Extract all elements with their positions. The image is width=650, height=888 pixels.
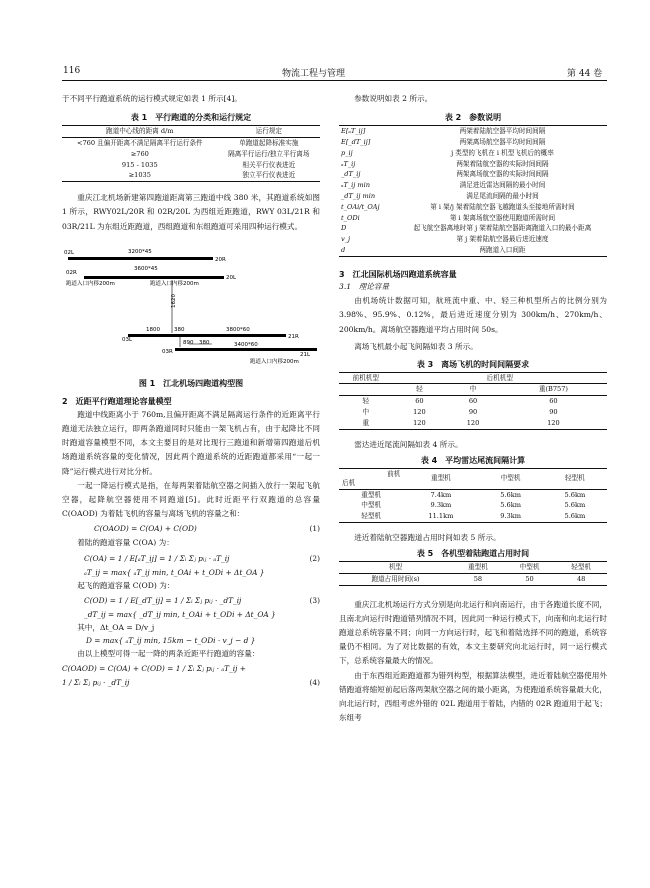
departure-capacity-text: 起飞的跑道容量 C(OD) 为： [77, 580, 175, 590]
table4-intro: 雷达进近尾流间隔如表 4 所示。 [354, 439, 463, 449]
theory-paragraph: 由机场统计数据可知，航班流中重、中、轻三种机型所占的比例分别为 3.98%、95.9%、0.12%，最后进近速度分别为 300km/h、270km/h、200km/h。离场航空器跑道平均占用时间 50s。 [339, 295, 607, 334]
runway-02r-20l [84, 276, 224, 279]
equation-3-text: C(OD) = 1 / E[_dT_ij] = 1 / Σᵢ Σⱼ pᵢⱼ · _dT_ij [84, 595, 242, 605]
label-03l: 03L [122, 336, 133, 343]
equation-3-number: (3) [309, 595, 320, 605]
equation-1-text: C(OAOD) = C(OA) + C(OD) [94, 524, 197, 534]
table4-corner [339, 468, 403, 489]
table1 [62, 125, 320, 182]
label-380a: 380 [174, 326, 185, 333]
runway-03l-21r [128, 334, 286, 337]
figure1-caption: 图 1 江北机场四跑道构型图 [138, 378, 244, 388]
table4-header: 轻型机 [564, 474, 585, 483]
table3-caption: 表 3 离场飞机的时间间隔要求 [416, 359, 530, 369]
label-threshold-3: 跑道入口内移200m [250, 358, 299, 365]
table2-symbol: d [341, 245, 346, 254]
page-number: 116 [63, 66, 81, 76]
table4-corner-top: 前机 [387, 469, 401, 478]
table5-cell: 48 [576, 574, 586, 583]
table4-cell: 5.6km [564, 501, 586, 510]
table1-cell: 单跑道起降标准实施 [239, 139, 299, 147]
section3-heading: 3 江北国际机场四跑道系统容量 [339, 269, 457, 279]
label-02l: 02L [64, 249, 75, 256]
table5-cell: 跑道占用时间(s) [371, 574, 420, 583]
equation-3 [62, 593, 320, 609]
equation-4b [62, 676, 320, 690]
label-1620: 1620 [171, 293, 177, 308]
table2-description: 起飞航空器离地时第 j 架着陆航空器距离跑道入口的最小距离 [413, 224, 592, 233]
equation-2 [62, 551, 320, 567]
table2-caption: 表 2 参数说明 [444, 113, 502, 123]
table2-row [339, 245, 607, 256]
table5-header: 机型 [388, 562, 403, 571]
table4-cell: 11.1km [428, 512, 454, 521]
table4-corner-bottom: 后机 [342, 478, 356, 487]
table2-symbol: _dT_ij [341, 170, 361, 179]
table2-symbol: D [341, 224, 347, 233]
table3-subheader: 中 [469, 385, 477, 394]
table4-header: 重型机 [431, 474, 451, 483]
table2-row [339, 159, 607, 170]
table1-header: 运行规定 [255, 127, 282, 136]
table2-symbol: p_ij [341, 148, 353, 157]
table2-row [339, 213, 607, 224]
table2-description: 两跑道入口间距 [479, 245, 526, 254]
label-threshold-1: 跑道入口内移200m [66, 280, 115, 287]
table1-cell: <760 且偏开距离不满足隔离平行运行条件 [76, 139, 203, 147]
table3-cell: 60 [415, 397, 424, 406]
table3-header: 前机机型 [352, 373, 379, 382]
table1-cell: 915 - 1035 [121, 160, 158, 169]
table3-cell: 90 [468, 407, 478, 416]
table4-cell: 9.3km [430, 501, 452, 510]
equation-3b: _dT_ij = max{ _dT_ij min, t_OAi + t_ODi + Δt_OA } [84, 609, 276, 619]
label-3400x60: 3400*60 [234, 341, 258, 348]
table4-cell: 5.6km [564, 512, 586, 521]
header-rule [62, 80, 607, 81]
table5-caption: 表 5 各机型着陆跑道占用时间 [416, 548, 530, 558]
table2-symbol: ₐT_ij min [341, 181, 371, 190]
table3-cell: 60 [468, 397, 478, 406]
label-20r: 20R [215, 256, 226, 263]
label-3800x60: 3800*60 [226, 326, 250, 333]
table2-row [339, 180, 607, 191]
right-column [339, 92, 607, 725]
table4-caption: 表 4 平均雷达尾流间隔计算 [420, 455, 526, 465]
table3-blank [339, 384, 393, 396]
equation-3c: D = max{ ₐT_ij min, 15km − t_ODi · v_j − d } [86, 636, 256, 646]
table2-symbol: E[ₐT_ij] [341, 127, 366, 136]
runway-description: 重庆江北机场新建第四跑道距离第三跑道中线 380 米，其跑道系统如图 1 所示，RWY02L/20R 和 02R/20L 为西组近距跑道，RWY 03L/21R 和 03R/21L 为东组近距跑道，西组跑道和东组跑道可采用四种运行模式。 [62, 193, 320, 231]
table2-description: 两架离场航空器平均时间间隔 [459, 138, 546, 146]
table2-row [339, 223, 607, 234]
table1-caption: 表 1 平行跑道的分类和运行规定 [130, 113, 252, 123]
label-20l: 20L [226, 274, 237, 281]
table4-cell: 轻型机 [361, 512, 382, 521]
mode-paragraph: 一起一降运行模式是指，在每两架着陆航空器之间插入放行一架起飞航空器，起降航空器使用不同跑道[5]。此时近距平行双跑道的总容量 C(OAOD) 为着陆飞机的容量与离场飞机的容量之和： [62, 480, 320, 519]
table3-cell: 60 [549, 397, 558, 406]
table2-description: 满足进近雷达间隔的最小时间 [459, 181, 546, 190]
table2-description: 两架离场航空器的实际时间间隔 [456, 170, 549, 179]
label-threshold-2: 跑道入口内移200m [150, 280, 199, 287]
label-1800: 1800 [146, 326, 160, 333]
table2-description: 第 i 架/j 架着陆航空器飞越跑道头至接地所需时间 [430, 202, 575, 211]
equation-4-number: (4) [309, 678, 320, 688]
table2-description: 第 j 架着陆航空器最后进近速度 [456, 235, 549, 244]
table4-header: 中型机 [500, 474, 521, 483]
runway-02l-20r [68, 257, 213, 260]
table3-cell: 120 [466, 418, 480, 427]
table2-row [339, 234, 607, 245]
table2-symbol: ₐT_ij [341, 159, 356, 168]
table2-row [339, 169, 607, 180]
table2-row [339, 191, 607, 202]
label-380b: 380 [199, 339, 210, 346]
table2-row [339, 202, 607, 213]
table5-header: 重型机 [468, 562, 488, 571]
label-21r: 21R [288, 333, 299, 340]
label-890: 890 [183, 339, 194, 346]
table4-cell: 重型机 [361, 490, 382, 499]
table1-cell: ≥760 [130, 149, 149, 158]
table5 [339, 561, 607, 586]
table1-cell: 独立平行仪表进近 [242, 171, 296, 180]
table5-cell: 50 [525, 574, 534, 583]
table2-symbol: v_j [341, 235, 351, 244]
table3-cell: 120 [547, 418, 560, 427]
table5-header: 轻型机 [571, 562, 592, 571]
section2-paragraph: 跑道中线距离小于 760m,且偏开距离不满足隔离运行条件的近距离平行跑道无法独立运行，即两条跑道同时只能由一架飞机占有，由于起降比不同时跑道容量模型不同，本文主要目的是对比现行三跑道和新增第四跑道后机场跑道系统容量的变化情况，因此两个跑道系统的近距跑道都采用“一起一降”运行模式进行对比分析。 [62, 409, 320, 476]
intro-paragraph: 于不同平行跑道系统的运行模式规定如表 1 所示[4]。 [62, 94, 242, 103]
table2-description: 满足尾流间隔的最小时间 [466, 191, 539, 200]
table3-cell: 中 [362, 407, 370, 416]
table3-intro: 离场飞机最小起飞间隔如表 3 所示。 [354, 341, 478, 351]
runway-03r-21l [175, 348, 317, 351]
journal-title: 物流工程与管理 [282, 69, 346, 79]
table2-description: j 类型的飞机在 i 机型飞机后的概率 [451, 148, 554, 157]
operation-paragraph: 重庆江北机场运行方式分别是向北运行和向南运行，由于各跑道长度不同，且南北向运行时跑道错列情况不同，因此同一种运行模式下，向南和向北运行时跑道总系统容量不同；向同一方向运行时，起飞和着陆选择不同的跑道，系统容量仍不相同。为了对比数据的有效，本文主要研究向北运行时，同一运行模式下，总系统容量最大的情况。 [339, 599, 607, 666]
table5-cell: 58 [473, 574, 483, 583]
label-3600x45: 3600*45 [134, 265, 158, 272]
table2-symbol: E[_dT_ij] [341, 138, 371, 146]
table5-header: 中型机 [519, 562, 540, 571]
table4-cell: 中型机 [361, 501, 382, 510]
table2-row [339, 137, 607, 148]
table4 [339, 468, 607, 523]
equation-1 [62, 521, 320, 536]
equation-4b-text: 1 / Σᵢ Σⱼ pᵢⱼ · _dT_ij [62, 678, 130, 688]
table2-description: 两架着陆航空器的实际时间间隔 [456, 159, 549, 168]
volume-label: 第 44 卷 [567, 69, 603, 79]
landing-capacity-text: 着陆的跑道容量 C(OA) 为： [77, 538, 174, 548]
label-02r: 02R [66, 269, 77, 276]
table3-header: 后机机型 [486, 373, 513, 382]
equation-2-text: C(OA) = 1 / E[ₐT_ij] = 1 / Σᵢ Σⱼ pᵢⱼ · ₐT_ij [84, 553, 230, 563]
table2-row [339, 148, 607, 159]
table4-cell: 5.6km [564, 490, 586, 499]
table2-description: 第 i 架离场航空器使用跑道所需时间 [449, 213, 556, 222]
section2-heading: 2 近距平行跑道理论容量模型 [62, 396, 172, 406]
table5-intro: 进近着陆航空器跑道占用时间如表 5 所示。 [354, 532, 501, 542]
table2-symbol: _dT_ij min [341, 191, 376, 200]
table3 [339, 372, 607, 430]
table2-row [339, 126, 607, 137]
table3-cell: 90 [549, 407, 558, 416]
table4-cell: 7.4km [430, 490, 452, 499]
table3-subheader: 轻 [416, 385, 423, 394]
table2 [339, 125, 607, 257]
table2-symbol: t_ODi [341, 213, 360, 222]
equation-4: C(OAOD) = C(OA) + C(OD) = 1 / Σᵢ Σⱼ pᵢⱼ · ₐT_ij + [62, 664, 246, 674]
table2-description: 两架着陆航空器平均时间间隔 [459, 127, 546, 136]
table1-cell: 相关平行仪表进近 [242, 160, 296, 169]
table1-header: 跑道中心线的距离 d/m [106, 127, 174, 136]
label-21l: 21L [300, 351, 311, 358]
equation-2-number: (2) [309, 553, 320, 563]
table3-cell: 120 [413, 407, 426, 416]
param-intro: 参数说明如表 2 所示。 [354, 94, 433, 103]
table3-cell: 重 [362, 418, 370, 427]
total-capacity-text: 由以上模型可得一起一降的两条近距平行跑道的容量： [77, 649, 260, 659]
equation-2b: ₐT_ij = max{ ₐT_ij min, t_OAi + t_ODi + Δt_OA } [84, 567, 265, 577]
table4-cell: 5.6km [500, 490, 521, 499]
table4-cell: 9.3km [500, 512, 521, 521]
where-text: 其中，Δt_OA = D/v_j [77, 622, 155, 632]
label-03r: 03R [162, 348, 173, 355]
table1-cell: 隔离平行运行/独立平行离场 [228, 149, 310, 158]
table2-symbol: t_OAi/t_OAj [341, 202, 380, 211]
runway-configuration-figure [62, 240, 320, 370]
table1-cell: ≥1035 [128, 171, 151, 180]
table3-cell: 120 [413, 418, 426, 427]
table3-cell: 轻 [362, 397, 370, 406]
table4-cell: 5.6km [500, 501, 521, 510]
left-column [62, 92, 320, 690]
table3-subheader: 重(B757) [538, 385, 568, 394]
equation-1-number: (1) [309, 524, 320, 534]
stagger-paragraph: 由于东西组近距跑道都为错列构型，根据算法模型，进近着陆航空器使用外错跑道将缩短前起后落两架航空器之间的最小距离，为使跑道系统容量最大化，向北运行时，西组考虑外错的 02L 跑道用于着陆，内错的 02R 跑道用于起飞；东组考 [339, 670, 607, 723]
label-3200x45: 3200*45 [128, 248, 152, 255]
section31-heading: 3.1 理论容量 [339, 281, 390, 291]
